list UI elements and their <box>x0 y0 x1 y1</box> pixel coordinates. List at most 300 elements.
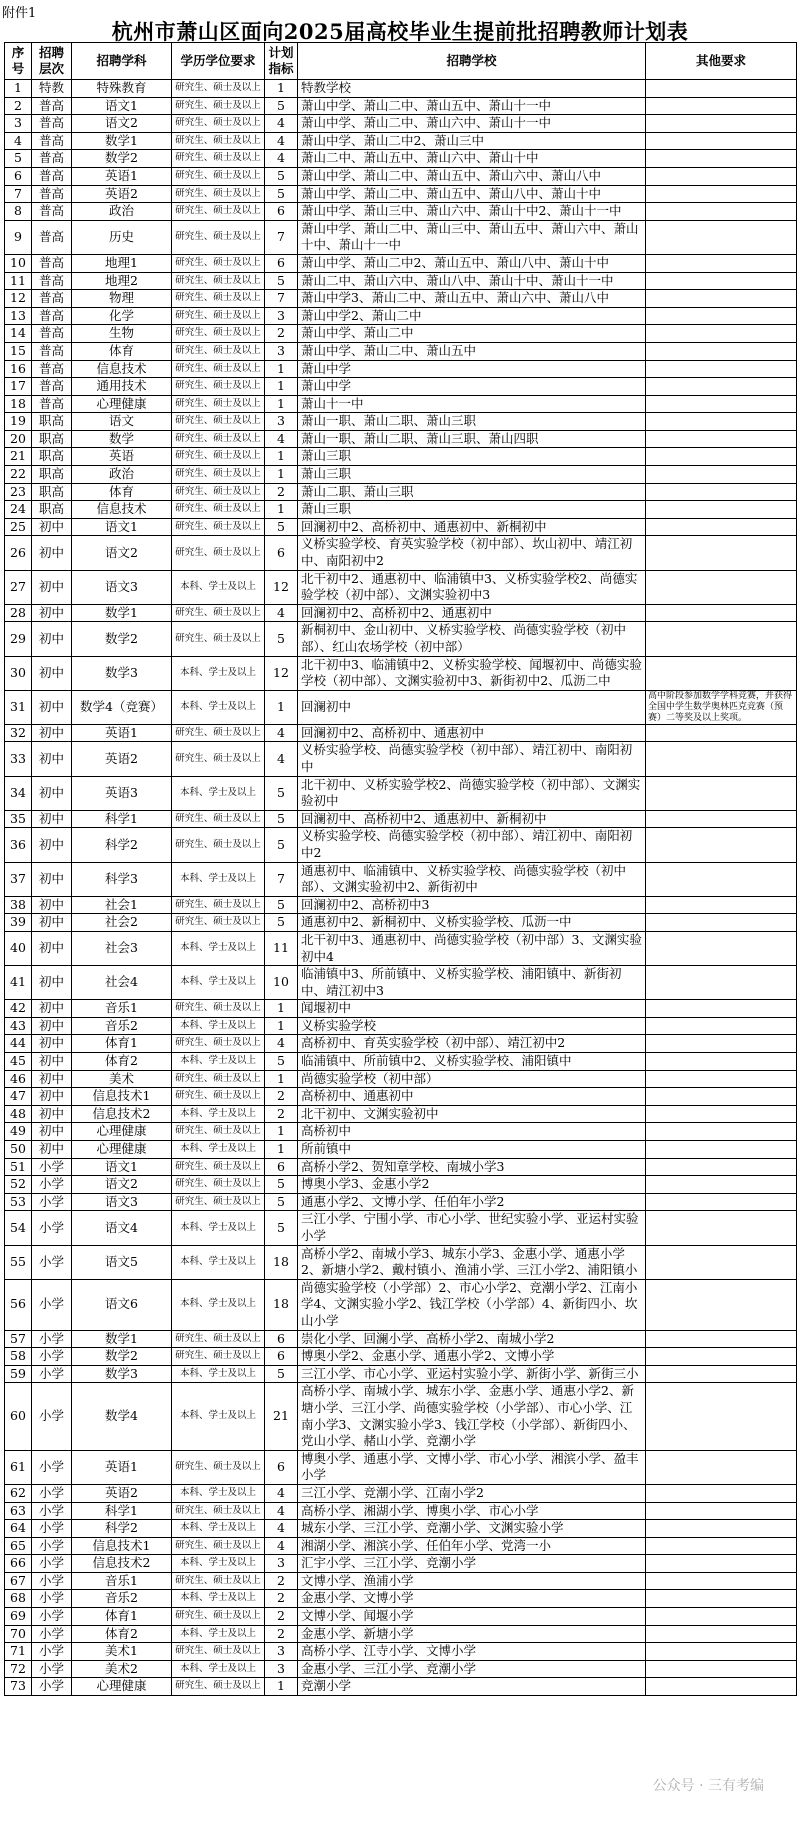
cell-index: 13 <box>5 307 32 325</box>
cell-other <box>646 501 797 519</box>
table-row <box>5 828 797 862</box>
cell-level: 初中 <box>32 776 72 810</box>
cell-degree: 本科、学士及以上 <box>172 776 265 810</box>
cell-other <box>646 1193 797 1211</box>
header-index: 序号 <box>5 43 32 80</box>
cell-degree: 研究生、硕士及以上 <box>172 167 265 185</box>
cell-level: 普高 <box>32 185 72 203</box>
table-row <box>5 1625 797 1643</box>
cell-index: 55 <box>5 1245 32 1279</box>
table-row <box>5 448 797 466</box>
cell-subject: 数学2 <box>72 150 172 168</box>
cell-schools: 义桥实验学校、尚德实验学校（初中部）、靖江初中、南阳初中 <box>298 742 646 776</box>
table-row <box>5 307 797 325</box>
cell-subject: 美术 <box>72 1070 172 1088</box>
cell-subject: 体育 <box>72 342 172 360</box>
table-row <box>5 203 797 221</box>
cell-schools: 博奥小学3、金惠小学2 <box>298 1176 646 1194</box>
cell-subject: 美术1 <box>72 1643 172 1661</box>
cell-quota: 4 <box>265 1537 298 1555</box>
cell-level: 初中 <box>32 828 72 862</box>
cell-subject: 物理 <box>72 290 172 308</box>
cell-index: 43 <box>5 1017 32 1035</box>
cell-other <box>646 448 797 466</box>
cell-subject: 音乐1 <box>72 1000 172 1018</box>
cell-subject: 语文3 <box>72 1193 172 1211</box>
cell-schools: 高桥初中 <box>298 1123 646 1141</box>
cell-quota: 5 <box>265 1176 298 1194</box>
table-body <box>5 80 797 1696</box>
cell-other <box>646 536 797 570</box>
cell-subject: 地理1 <box>72 254 172 272</box>
cell-quota: 7 <box>265 290 298 308</box>
cell-other <box>646 342 797 360</box>
cell-schools: 萧山三职 <box>298 501 646 519</box>
cell-degree: 研究生、硕士及以上 <box>172 254 265 272</box>
cell-schools: 萧山十一中 <box>298 395 646 413</box>
cell-level: 小学 <box>32 1330 72 1348</box>
table-row <box>5 272 797 290</box>
cell-quota: 6 <box>265 1450 298 1484</box>
cell-index: 15 <box>5 342 32 360</box>
cell-level: 小学 <box>32 1484 72 1502</box>
cell-schools: 城东小学、三江小学、竞潮小学、文渊实验小学 <box>298 1520 646 1538</box>
cell-schools: 新桐初中、金山初中、义桥实验学校、尚德实验学校（初中部）、红山农场学校（初中部） <box>298 622 646 656</box>
table-row <box>5 1158 797 1176</box>
cell-degree: 研究生、硕士及以上 <box>172 80 265 98</box>
cell-quota: 2 <box>265 1105 298 1123</box>
cell-quota: 1 <box>265 1070 298 1088</box>
cell-schools: 萧山一职、萧山二职、萧山三职、萧山四职 <box>298 430 646 448</box>
cell-level: 初中 <box>32 518 72 536</box>
table-row <box>5 1348 797 1366</box>
cell-schools: 高桥初中、通惠初中 <box>298 1088 646 1106</box>
cell-other <box>646 395 797 413</box>
cell-index: 3 <box>5 115 32 133</box>
cell-level: 初中 <box>32 862 72 896</box>
cell-schools: 回澜初中2、高桥初中3 <box>298 896 646 914</box>
cell-quota: 18 <box>265 1279 298 1330</box>
cell-schools: 竞潮小学 <box>298 1678 646 1696</box>
table-row <box>5 97 797 115</box>
table-row <box>5 966 797 1000</box>
cell-degree: 研究生、硕士及以上 <box>172 1193 265 1211</box>
cell-subject: 语文5 <box>72 1245 172 1279</box>
cell-degree: 本科、学士及以上 <box>172 1383 265 1450</box>
cell-index: 51 <box>5 1158 32 1176</box>
table-row <box>5 690 797 724</box>
cell-other <box>646 1279 797 1330</box>
cell-schools: 高桥小学、江寺小学、文博小学 <box>298 1643 646 1661</box>
cell-subject: 信息技术2 <box>72 1555 172 1573</box>
cell-level: 普高 <box>32 167 72 185</box>
cell-index: 16 <box>5 360 32 378</box>
cell-degree: 本科、学士及以上 <box>172 1660 265 1678</box>
table-row <box>5 622 797 656</box>
cell-other <box>646 1017 797 1035</box>
cell-index: 28 <box>5 604 32 622</box>
cell-subject: 体育 <box>72 483 172 501</box>
cell-subject: 体育2 <box>72 1053 172 1071</box>
table-row <box>5 1660 797 1678</box>
table-row <box>5 185 797 203</box>
cell-quota: 2 <box>265 325 298 343</box>
cell-index: 68 <box>5 1590 32 1608</box>
cell-other <box>646 1625 797 1643</box>
cell-quota: 3 <box>265 307 298 325</box>
cell-subject: 语文2 <box>72 1176 172 1194</box>
cell-quota: 1 <box>265 466 298 484</box>
cell-level: 小学 <box>32 1279 72 1330</box>
cell-level: 初中 <box>32 656 72 690</box>
cell-other <box>646 115 797 133</box>
cell-degree: 研究生、硕士及以上 <box>172 1070 265 1088</box>
table-row <box>5 150 797 168</box>
cell-degree: 研究生、硕士及以上 <box>172 1608 265 1626</box>
cell-quota: 1 <box>265 501 298 519</box>
cell-quota: 1 <box>265 448 298 466</box>
cell-subject: 英语2 <box>72 185 172 203</box>
table-row <box>5 254 797 272</box>
cell-schools: 萧山中学、萧山三中、萧山六中、萧山十中2、萧山十一中 <box>298 203 646 221</box>
cell-degree: 研究生、硕士及以上 <box>172 1088 265 1106</box>
cell-degree: 研究生、硕士及以上 <box>172 518 265 536</box>
cell-degree: 本科、学士及以上 <box>172 1017 265 1035</box>
header-quota: 计划指标 <box>265 43 298 80</box>
cell-index: 24 <box>5 501 32 519</box>
cell-quota: 5 <box>265 518 298 536</box>
cell-schools: 金惠小学、三江小学、竞潮小学 <box>298 1660 646 1678</box>
cell-schools: 通惠小学2、文博小学、任伯年小学2 <box>298 1193 646 1211</box>
cell-quota: 5 <box>265 776 298 810</box>
cell-other <box>646 220 797 254</box>
cell-subject: 音乐2 <box>72 1590 172 1608</box>
cell-level: 初中 <box>32 1141 72 1159</box>
cell-level: 小学 <box>32 1211 72 1245</box>
cell-index: 53 <box>5 1193 32 1211</box>
cell-schools: 萧山中学、萧山二中、萧山三中、萧山五中、萧山六中、萧山十中、萧山十一中 <box>298 220 646 254</box>
cell-index: 34 <box>5 776 32 810</box>
header-schools: 招聘学校 <box>298 43 646 80</box>
cell-quota: 5 <box>265 167 298 185</box>
cell-level: 小学 <box>32 1176 72 1194</box>
cell-quota: 5 <box>265 828 298 862</box>
cell-other <box>646 1070 797 1088</box>
cell-subject: 信息技术 <box>72 501 172 519</box>
cell-level: 初中 <box>32 1035 72 1053</box>
cell-index: 69 <box>5 1608 32 1626</box>
cell-schools: 金惠小学、新塘小学 <box>298 1625 646 1643</box>
cell-index: 40 <box>5 931 32 965</box>
cell-other <box>646 413 797 431</box>
cell-degree: 研究生、硕士及以上 <box>172 272 265 290</box>
cell-level: 小学 <box>32 1643 72 1661</box>
cell-index: 56 <box>5 1279 32 1330</box>
recruitment-table <box>4 42 797 1696</box>
cell-index: 63 <box>5 1502 32 1520</box>
cell-index: 59 <box>5 1365 32 1383</box>
cell-subject: 英语 <box>72 448 172 466</box>
cell-level: 普高 <box>32 97 72 115</box>
cell-quota: 4 <box>265 724 298 742</box>
cell-subject: 数学2 <box>72 1348 172 1366</box>
cell-level: 小学 <box>32 1555 72 1573</box>
table-row <box>5 1070 797 1088</box>
cell-degree: 研究生、硕士及以上 <box>172 185 265 203</box>
cell-index: 37 <box>5 862 32 896</box>
table-row <box>5 466 797 484</box>
cell-degree: 本科、学士及以上 <box>172 1141 265 1159</box>
cell-quota: 5 <box>265 896 298 914</box>
cell-subject: 政治 <box>72 466 172 484</box>
cell-index: 5 <box>5 150 32 168</box>
table-row <box>5 570 797 604</box>
cell-subject: 数学1 <box>72 132 172 150</box>
cell-other <box>646 622 797 656</box>
cell-quota: 1 <box>265 1678 298 1696</box>
cell-index: 39 <box>5 914 32 932</box>
cell-degree: 研究生、硕士及以上 <box>172 150 265 168</box>
cell-level: 职高 <box>32 466 72 484</box>
cell-quota: 7 <box>265 220 298 254</box>
cell-level: 小学 <box>32 1608 72 1626</box>
cell-subject: 科学2 <box>72 1520 172 1538</box>
cell-degree: 本科、学士及以上 <box>172 1625 265 1643</box>
cell-index: 30 <box>5 656 32 690</box>
cell-subject: 通用技术 <box>72 378 172 396</box>
table-row <box>5 360 797 378</box>
cell-level: 小学 <box>32 1193 72 1211</box>
cell-degree: 研究生、硕士及以上 <box>172 395 265 413</box>
cell-level: 职高 <box>32 413 72 431</box>
cell-other <box>646 1643 797 1661</box>
cell-index: 64 <box>5 1520 32 1538</box>
cell-level: 初中 <box>32 914 72 932</box>
cell-degree: 研究生、硕士及以上 <box>172 501 265 519</box>
cell-index: 60 <box>5 1383 32 1450</box>
cell-degree: 本科、学士及以上 <box>172 1520 265 1538</box>
cell-subject: 数学4 <box>72 1383 172 1450</box>
table-row <box>5 80 797 98</box>
cell-other <box>646 1211 797 1245</box>
cell-schools: 回澜初中 <box>298 690 646 724</box>
cell-other <box>646 1245 797 1279</box>
cell-other <box>646 1590 797 1608</box>
cell-other <box>646 776 797 810</box>
cell-schools: 文博小学、闻堰小学 <box>298 1608 646 1626</box>
cell-index: 72 <box>5 1660 32 1678</box>
header-degree: 学历学位要求 <box>172 43 265 80</box>
cell-schools: 北干初中2、通惠初中、临浦镇中3、义桥实验学校2、尚德实验学校（初中部）、文渊实验初中3 <box>298 570 646 604</box>
cell-other <box>646 1678 797 1696</box>
table-row <box>5 1555 797 1573</box>
cell-quota: 6 <box>265 254 298 272</box>
cell-degree: 研究生、硕士及以上 <box>172 325 265 343</box>
cell-index: 71 <box>5 1643 32 1661</box>
cell-quota: 3 <box>265 1555 298 1573</box>
cell-level: 职高 <box>32 501 72 519</box>
cell-level: 普高 <box>32 203 72 221</box>
cell-index: 73 <box>5 1678 32 1696</box>
cell-subject: 数学 <box>72 430 172 448</box>
cell-level: 小学 <box>32 1365 72 1383</box>
cell-subject: 生物 <box>72 325 172 343</box>
cell-subject: 科学3 <box>72 862 172 896</box>
cell-other <box>646 966 797 1000</box>
table-row <box>5 413 797 431</box>
annex-label: 附件1 <box>2 6 37 21</box>
cell-index: 21 <box>5 448 32 466</box>
cell-index: 48 <box>5 1105 32 1123</box>
cell-degree: 研究生、硕士及以上 <box>172 622 265 656</box>
cell-subject: 信息技术1 <box>72 1537 172 1555</box>
cell-other <box>646 1555 797 1573</box>
cell-level: 普高 <box>32 115 72 133</box>
cell-level: 小学 <box>32 1520 72 1538</box>
cell-index: 62 <box>5 1484 32 1502</box>
cell-degree: 研究生、硕士及以上 <box>172 1000 265 1018</box>
cell-degree: 研究生、硕士及以上 <box>172 360 265 378</box>
table-row <box>5 378 797 396</box>
cell-schools: 崇化小学、回澜小学、高桥小学2、南城小学2 <box>298 1330 646 1348</box>
cell-degree: 本科、学士及以上 <box>172 690 265 724</box>
cell-index: 50 <box>5 1141 32 1159</box>
cell-quota: 1 <box>265 80 298 98</box>
cell-index: 44 <box>5 1035 32 1053</box>
cell-quota: 2 <box>265 483 298 501</box>
table-row <box>5 1017 797 1035</box>
cell-subject: 社会3 <box>72 931 172 965</box>
cell-degree: 本科、学士及以上 <box>172 1365 265 1383</box>
cell-other <box>646 1348 797 1366</box>
cell-schools: 萧山中学、萧山二中2、萧山三中 <box>298 132 646 150</box>
cell-subject: 科学2 <box>72 828 172 862</box>
cell-schools: 特教学校 <box>298 80 646 98</box>
cell-other <box>646 466 797 484</box>
cell-subject: 体育1 <box>72 1035 172 1053</box>
cell-index: 52 <box>5 1176 32 1194</box>
cell-level: 小学 <box>32 1348 72 1366</box>
cell-other <box>646 1450 797 1484</box>
cell-degree: 本科、学士及以上 <box>172 656 265 690</box>
cell-other: 高中阶段参加数学学科竞赛，并获得全国中学生数学奥林匹克竞赛（预赛）二等奖及以上奖项。 <box>646 690 797 724</box>
cell-quota: 5 <box>265 1053 298 1071</box>
cell-level: 普高 <box>32 150 72 168</box>
cell-subject: 化学 <box>72 307 172 325</box>
cell-level: 普高 <box>32 325 72 343</box>
cell-degree: 研究生、硕士及以上 <box>172 724 265 742</box>
cell-other <box>646 1141 797 1159</box>
cell-level: 小学 <box>32 1625 72 1643</box>
cell-other <box>646 656 797 690</box>
cell-index: 66 <box>5 1555 32 1573</box>
cell-subject: 英语2 <box>72 742 172 776</box>
cell-level: 普高 <box>32 378 72 396</box>
cell-other <box>646 272 797 290</box>
cell-degree: 研究生、硕士及以上 <box>172 1502 265 1520</box>
cell-quota: 4 <box>265 150 298 168</box>
cell-subject: 信息技术1 <box>72 1088 172 1106</box>
table-row <box>5 342 797 360</box>
cell-schools: 北干初中、义桥实验学校2、尚德实验学校（初中部）、文渊实验初中 <box>298 776 646 810</box>
cell-subject: 心理健康 <box>72 1123 172 1141</box>
table-row <box>5 1053 797 1071</box>
table-row <box>5 1088 797 1106</box>
cell-degree: 研究生、硕士及以上 <box>172 97 265 115</box>
cell-index: 6 <box>5 167 32 185</box>
table-row <box>5 1330 797 1348</box>
cell-schools: 高桥小学、南城小学、城东小学、金惠小学、通惠小学2、新塘小学、三江小学、尚德实验学校（小学部）、市心小学、江南小学3、文渊实验小学3、钱江学校（小学部）、新街四小、党山小学、赭山小学、竞潮小学 <box>298 1383 646 1450</box>
cell-schools: 义桥实验学校 <box>298 1017 646 1035</box>
cell-index: 11 <box>5 272 32 290</box>
cell-quota: 2 <box>265 1590 298 1608</box>
cell-quota: 5 <box>265 97 298 115</box>
cell-quota: 4 <box>265 1484 298 1502</box>
cell-degree: 本科、学士及以上 <box>172 1211 265 1245</box>
cell-subject: 美术2 <box>72 1660 172 1678</box>
table-row <box>5 1245 797 1279</box>
cell-level: 普高 <box>32 132 72 150</box>
table-row <box>5 501 797 519</box>
cell-subject: 特殊教育 <box>72 80 172 98</box>
cell-index: 25 <box>5 518 32 536</box>
cell-schools: 三江小学、宁围小学、市心小学、世纪实验小学、亚运村实验小学 <box>298 1211 646 1245</box>
table-row <box>5 132 797 150</box>
cell-other <box>646 862 797 896</box>
table-row <box>5 896 797 914</box>
cell-schools: 湘湖小学、湘滨小学、任伯年小学、党湾一小 <box>298 1537 646 1555</box>
cell-index: 58 <box>5 1348 32 1366</box>
cell-degree: 研究生、硕士及以上 <box>172 1158 265 1176</box>
cell-level: 小学 <box>32 1158 72 1176</box>
table-row <box>5 1537 797 1555</box>
cell-index: 49 <box>5 1123 32 1141</box>
header-level: 招聘层次 <box>32 43 72 80</box>
cell-subject: 科学1 <box>72 810 172 828</box>
cell-degree: 研究生、硕士及以上 <box>172 604 265 622</box>
table-row <box>5 220 797 254</box>
cell-quota: 18 <box>265 1245 298 1279</box>
cell-degree: 研究生、硕士及以上 <box>172 448 265 466</box>
cell-degree: 研究生、硕士及以上 <box>172 378 265 396</box>
cell-degree: 研究生、硕士及以上 <box>172 1537 265 1555</box>
cell-other <box>646 97 797 115</box>
cell-level: 普高 <box>32 254 72 272</box>
cell-degree: 研究生、硕士及以上 <box>172 1348 265 1366</box>
cell-other <box>646 570 797 604</box>
cell-index: 26 <box>5 536 32 570</box>
cell-level: 小学 <box>32 1383 72 1450</box>
cell-degree: 研究生、硕士及以上 <box>172 483 265 501</box>
cell-level: 小学 <box>32 1537 72 1555</box>
cell-level: 初中 <box>32 931 72 965</box>
cell-level: 小学 <box>32 1660 72 1678</box>
cell-other <box>646 378 797 396</box>
cell-other <box>646 185 797 203</box>
cell-subject: 政治 <box>72 203 172 221</box>
table-row <box>5 430 797 448</box>
cell-index: 8 <box>5 203 32 221</box>
cell-quota: 1 <box>265 395 298 413</box>
cell-degree: 研究生、硕士及以上 <box>172 290 265 308</box>
cell-level: 初中 <box>32 622 72 656</box>
cell-quota: 4 <box>265 742 298 776</box>
cell-level: 初中 <box>32 536 72 570</box>
cell-level: 初中 <box>32 1070 72 1088</box>
cell-index: 36 <box>5 828 32 862</box>
cell-index: 4 <box>5 132 32 150</box>
cell-index: 22 <box>5 466 32 484</box>
